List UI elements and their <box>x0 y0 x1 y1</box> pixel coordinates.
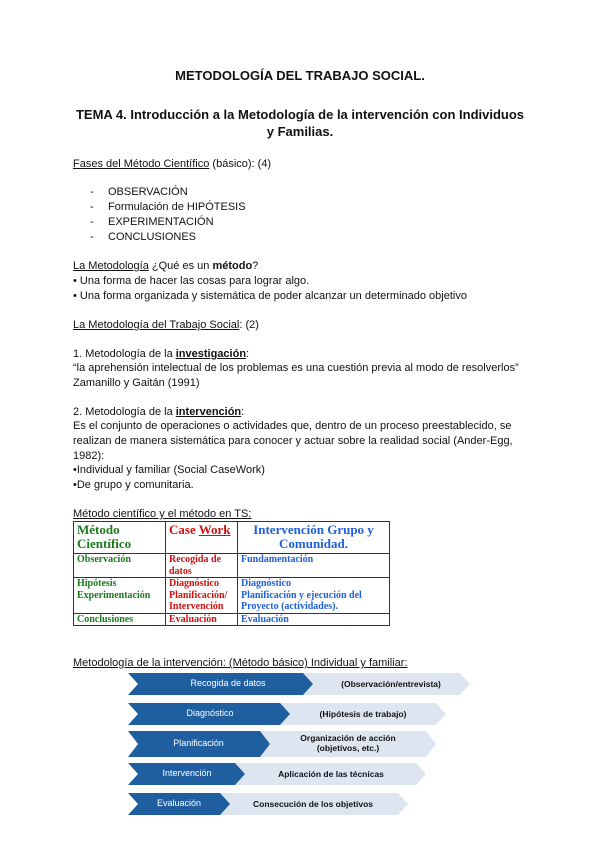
flow-step-planificacion <box>128 731 438 753</box>
fases-heading-title: Fases del Método Científico <box>73 158 210 170</box>
flow-step-detail: Organización de acción (objetivos, etc.) <box>300 733 396 753</box>
flow-step-label: Planificación <box>173 738 224 748</box>
flow-step-recogida <box>128 673 473 695</box>
flow-step-evaluacion <box>128 793 410 815</box>
flow-step-intervencion <box>128 763 428 785</box>
table-header-metodo: Método Científico <box>74 522 166 554</box>
flow-step-detail: (Hipótesis de trabajo) <box>319 709 407 719</box>
fases-item-1: - OBSERVACIÓN <box>90 186 188 198</box>
document-title: METODOLOGÍA DEL TRABAJO SOCIAL. <box>175 68 425 83</box>
fases-heading-suffix: (básico): (4) <box>209 158 272 170</box>
table-cell: Conclusiones <box>74 613 166 626</box>
flow-step-diagnostico <box>128 703 448 725</box>
intervencion-text-3: 1982): <box>73 450 105 462</box>
flow-step-label: Recogida de datos <box>190 678 266 688</box>
fases-item-3: - EXPERIMENTACIÓN <box>90 216 214 228</box>
investigacion-quote: “la aprehensión intelectual de los problemas es una cuestión previa al modo de resolverlos” <box>73 362 519 374</box>
table-row <box>74 578 390 614</box>
metodologia-question: La Metodología ¿Qué es un método? <box>73 260 259 272</box>
fases-item-4: - CONCLUSIONES <box>90 231 197 243</box>
comparison-table <box>73 521 390 626</box>
table-cell: Recogida de datos <box>166 554 238 578</box>
table-row <box>74 554 390 578</box>
tema-heading <box>70 106 530 140</box>
flow-step-label: Intervención <box>162 768 212 778</box>
intervencion-heading: 2. Metodología de la intervención: <box>73 406 245 418</box>
flow-step-detail: Aplicación de las técnicas <box>278 769 384 779</box>
fases-heading <box>73 157 271 171</box>
tema-line-2: y Familias. <box>266 124 334 139</box>
table-cell: Observación <box>74 554 166 578</box>
intervencion-text-1: Es el conjunto de operaciones o actividades que, dentro de un proceso preestablecido, se <box>73 420 512 432</box>
table-row <box>74 613 390 626</box>
metodologia-bullet-1: • Una forma de hacer las cosas para lograr algo. <box>73 275 310 287</box>
table-cell: Evaluación <box>238 613 390 626</box>
table-cell: Diagnóstico Planificación y ejecución del Proyecto (actividades). <box>238 578 390 614</box>
intervencion-bullet-1: •Individual y familiar (Social CaseWork) <box>73 464 265 476</box>
investigacion-cite: Zamanillo y Gaitán (1991) <box>73 377 200 389</box>
table-cell: Fundamentación <box>238 554 390 578</box>
flow-step-detail: (Observación/entrevista) <box>341 679 441 689</box>
table-header-grupo: Intervención Grupo y Comunidad. <box>238 522 390 554</box>
intervencion-text-2: realizan de manera sistemática para conocer y actuar sobre la realidad social (Ander-Egg, <box>73 435 513 447</box>
flow-caption: Metodología de la intervención: (Método básico) Individual y familiar: <box>73 657 408 669</box>
metodologia-ts-heading: La Metodología del Trabajo Social: (2) <box>73 319 259 331</box>
table-cell: Hipótesis Experimentación <box>74 578 166 614</box>
table-header-casework: Case Work <box>166 522 238 554</box>
investigacion-heading: 1. Metodología de la investigación: <box>73 348 250 360</box>
flow-step-label: Diagnóstico <box>186 708 234 718</box>
table-header-row <box>74 522 390 554</box>
flow-step-label: Evaluación <box>156 798 202 808</box>
table-caption: Método científico y el método en TS: <box>73 508 252 520</box>
flow-step-detail: Consecución de los objetivos <box>253 799 373 809</box>
metodologia-bullet-2: • Una forma organizada y sistemática de poder alcanzar un determinado objetivo <box>73 290 467 302</box>
intervencion-bullet-2: •De grupo y comunitaria. <box>73 479 194 491</box>
table-cell: Evaluación <box>166 613 238 626</box>
fases-item-2: - Formulación de HIPÓTESIS <box>90 201 246 213</box>
table-cell: Diagnóstico Planificación/ Intervención <box>166 578 238 614</box>
tema-line-1: TEMA 4. Introducción a la Metodología de la intervención con Individuos <box>75 107 525 122</box>
